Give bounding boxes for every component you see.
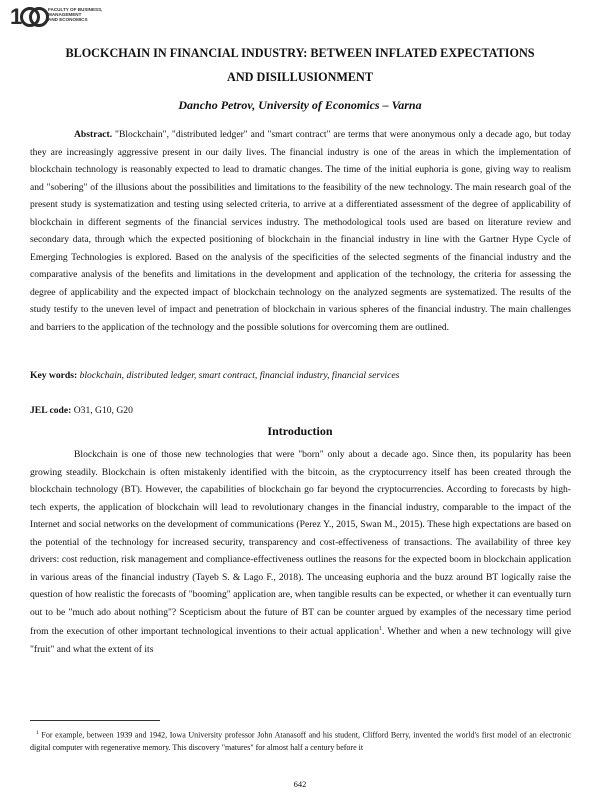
page-number: 642 (293, 779, 307, 789)
footnote-reference[interactable]: 1 (379, 626, 382, 632)
paper-title-line: BLOCKCHAIN IN FINANCIAL INDUSTRY: BETWEEN INFLATED EXPECTATIONS (65, 46, 535, 60)
jel-code (30, 405, 133, 416)
abstract (30, 126, 571, 336)
intro-text: Blockchain is one of those new technologies that were "born" only about a decade ago. Since then, its popularity has been growing steadily. Blockchain is often mistakenly identified with the bitcoin, as the cryptocurrency itself has been created through the blockchain technology (BT). However, the capabilities of blockchain go far beyond the cryptocurrencies. According to forecasts by high-tech experts, the application of blockchain will lead to revolutionary changes in the financial industry, comparable to the impact of the Internet and social networks on the development of communications (Perez Y., 2015, Swan M., 2015). These high expectations are based on the potential of the technology for increased security, transparency and cost-effectiveness of transactions. The availability of three key drivers: cost reduction, risk management and compliance-effectiveness outlines the reasons for the expected boom in blockchain application in various areas of the financial industry (Tayeb S. & Lago F., 2018). The unceasing euphoria and the buzz around BT logically raise the question of how realistic the forecasts of "booming" application are, when tangible results can be expected, or whether it can eventually turn out to be "much ado about nothing"? Scepticism about the future of BT can be counter argued by examples of the necessary time period from the execution of other important technological inventions to their actual application (30, 449, 571, 638)
keywords (30, 370, 571, 381)
introduction-paragraph (30, 446, 571, 658)
footnote (30, 727, 571, 754)
abstract-label: Abstract. (74, 129, 113, 140)
intro-text-continued: . Whether and when a new technology will give "fruit" and what the extent of its (30, 626, 571, 655)
jel-label: JEL code: (30, 405, 72, 416)
faculty-name-line: MANAGEMENT (48, 12, 82, 18)
author-affiliation: Dancho Petrov, University of Economics – Varna (178, 98, 422, 112)
faculty-name-line: AND ECONOMICS (48, 17, 88, 23)
abstract-text: "Blockchain", "distributed ledger" and "smart contract" are terms that were anonymous only a decade ago, but today they are increasingly aggressive present in our daily lives. The financial industry is one of the areas in which the implementation of blockchain technology is reasonably expected to lead to dramatic changes. The time of the initial euphoria is gone, giving way to realism and "sobering" of the illusions about the possibilities and limitations to the feasibility of the new technology. The main research goal of the present study is systematization and testing using selected criteria, to arrive at a differentiated assessment of the degree of applicability of blockchain in different segments of the financial services industry. The methodological tools used are based on literature review and secondary data, through which the expected positioning of blockchain in the financial industry in line with the Gartner Hype Cycle of Emerging Technologies is explored. Based on the analysis of the specificities of the selected segments of the financial industry and the comparative analysis of the benefits and limitations in the development and application of the technology, the criteria for assessing the degree of applicability and the expected impact of blockchain technology on the analyzed segments are systematized. The results of the study testify to the uneven level of impact and penetration of blockchain in various spheres of the financial industry. The main challenges and barriers to the application of the technology and the possible solutions for overcoming them are outlined. (30, 129, 571, 333)
footnote-divider (30, 720, 160, 721)
section-heading-introduction: Introduction (267, 424, 333, 438)
paper-title (30, 41, 570, 89)
faculty-logo (10, 6, 108, 28)
footnote-marker: 1 (36, 730, 39, 736)
footnote-text: For example, between 1939 and 1942, Iowa University professor John Atanasoff and his student, Clifford Berry, invented the world's first model of an electronic digital computer with regenerative memory. This discovery "matures" for almost half a century before it (30, 730, 571, 752)
keywords-value: blockchain, distributed ledger, smart contract, financial industry, financial services (79, 370, 400, 381)
paper-title-line: AND DISILLUSIONMENT (227, 70, 373, 84)
faculty-name-line: FACULTY OF BUSINESS, (48, 7, 103, 12)
jel-value: O31, G10, G20 (73, 405, 133, 416)
faculty-name (48, 7, 108, 23)
keywords-label: Key words: (30, 370, 78, 381)
centenary-logo-icon: 1 (10, 6, 44, 28)
